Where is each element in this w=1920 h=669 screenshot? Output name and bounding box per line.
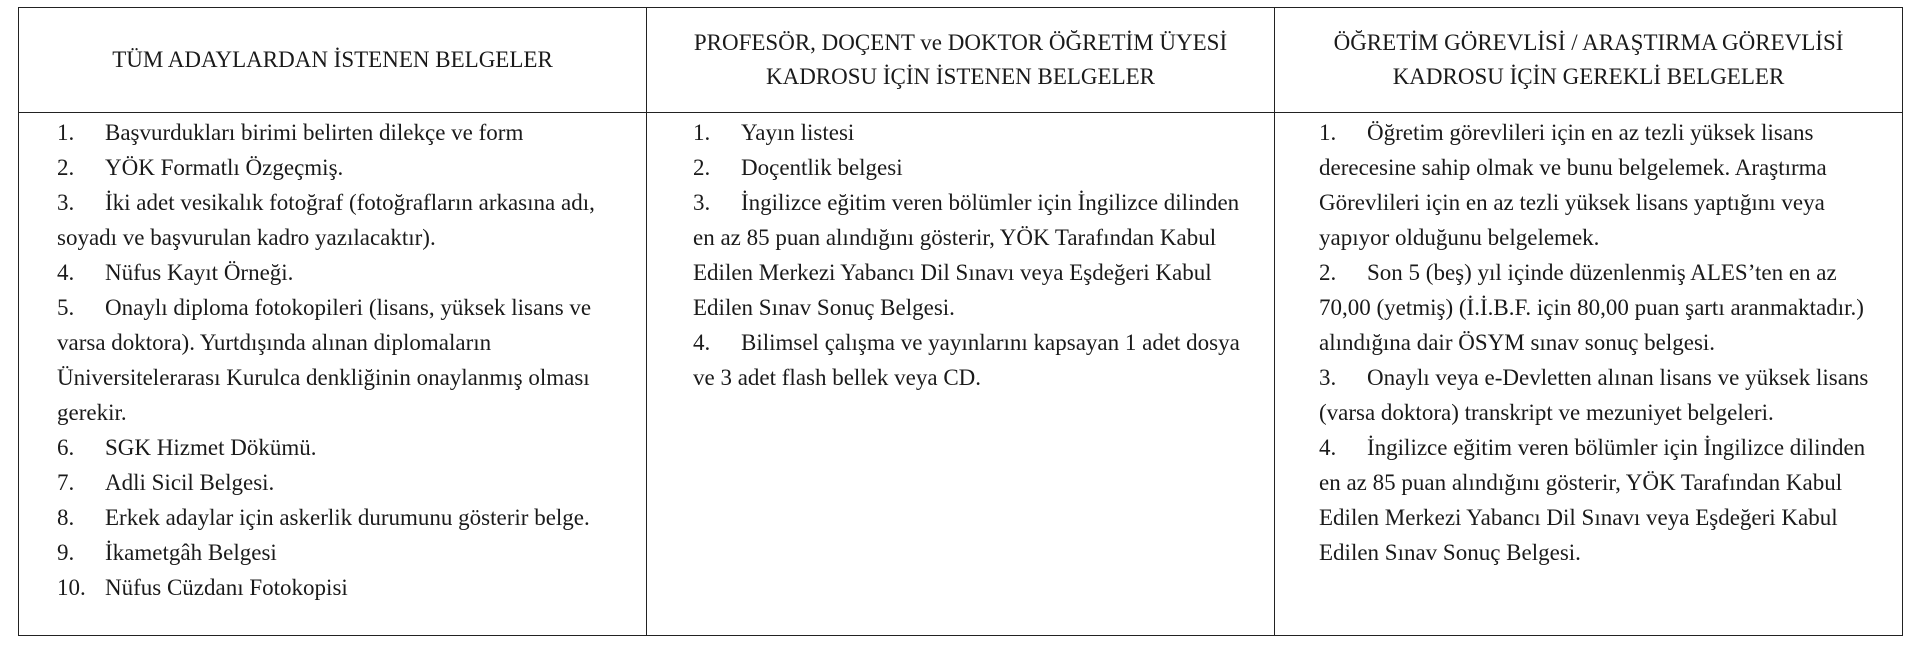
- professor-list: [693, 115, 1252, 395]
- list-item: [57, 570, 624, 605]
- item-number: 2.: [57, 155, 75, 180]
- list-item: [57, 430, 624, 465]
- header-lecturer-research: ÖĞRETİM GÖREVLİSİ / ARAŞTIRMA GÖREVLİSİ KADROSU İÇİN GEREKLİ BELGELER: [1275, 8, 1903, 113]
- item-number: 5.: [57, 295, 75, 320]
- item-text: Başvurdukları birimi belirten dilekçe ve form: [105, 120, 524, 145]
- item-text: SGK Hizmet Dökümü.: [105, 435, 317, 460]
- requirements-table: [18, 7, 1903, 636]
- list-item: [57, 115, 624, 150]
- list-item: [693, 185, 1252, 325]
- cell-all-candidates: [19, 113, 647, 636]
- item-number: 3.: [1319, 365, 1337, 390]
- list-item: [57, 535, 624, 570]
- item-number: 3.: [57, 190, 75, 215]
- item-text: Öğretim görevlileri için en az tezli yüksek lisans derecesine sahip olmak ve bunu belgelemek. Araştırma Görevlileri için en az tezli yüksek lisans yaptığını veya yapıyor olduğunu belgelemek.: [1319, 120, 1827, 250]
- list-item: [1319, 255, 1880, 360]
- item-text: İngilizce eğitim veren bölümler için İngilizce dilinden en az 85 puan alındığını gösterir, YÖK Tarafından Kabul Edilen Merkezi Yabancı Dil Sınavı veya Eşdeğeri Kabul Edilen Sınav Sonuç Belgesi.: [693, 190, 1240, 320]
- item-text: İki adet vesikalık fotoğraf (fotoğrafların arkasına adı, soyadı ve başvurulan kadro yazılacaktır).: [57, 190, 595, 250]
- list-item: [1319, 360, 1880, 430]
- cell-professor-docent: [647, 113, 1275, 636]
- item-number: 4.: [693, 330, 711, 355]
- list-item: [57, 255, 624, 290]
- item-text: YÖK Formatlı Özgeçmiş.: [105, 155, 344, 180]
- item-text: Son 5 (beş) yıl içinde düzenlenmiş ALES’ten en az 70,00 (yetmiş) (İ.İ.B.F. için 80,00 puan şartı aranmaktadır.) alındığına dair ÖSYM sınav sonuç belgesi.: [1319, 260, 1864, 355]
- item-number: 2.: [693, 155, 711, 180]
- item-number: 4.: [57, 260, 75, 285]
- item-text: Erkek adaylar için askerlik durumunu gösterir belge.: [105, 505, 590, 530]
- list-item: [693, 150, 1252, 185]
- list-item: [57, 185, 624, 255]
- header-all-candidates: TÜM ADAYLARDAN İSTENEN BELGELER: [19, 8, 647, 113]
- item-text: Yayın listesi: [741, 120, 855, 145]
- item-text: Nüfus Cüzdanı Fotokopisi: [105, 575, 348, 600]
- item-text: Onaylı veya e-Devletten alınan lisans ve yüksek lisans (varsa doktora) transkript ve mezuniyet belgeleri.: [1319, 365, 1869, 425]
- item-text: Adli Sicil Belgesi.: [105, 470, 275, 495]
- item-text: Onaylı diploma fotokopileri (lisans, yüksek lisans ve varsa doktora). Yurtdışında alınan diplomaların Üniversitelerarası Kurulca denkliğinin onaylanmış olması gerekir.: [57, 295, 592, 425]
- item-number: 1.: [693, 120, 711, 145]
- item-text: Doçentlik belgesi: [741, 155, 903, 180]
- list-item: [1319, 115, 1880, 255]
- all-candidates-list: [57, 115, 624, 605]
- item-number: 8.: [57, 505, 75, 530]
- item-number: 3.: [693, 190, 711, 215]
- lecturer-list: [1319, 115, 1880, 570]
- item-number: 1.: [57, 120, 75, 145]
- header-row: [19, 8, 1903, 113]
- item-number: 9.: [57, 540, 75, 565]
- item-number: 10.: [57, 575, 86, 600]
- list-item: [57, 290, 624, 430]
- list-item: [57, 150, 624, 185]
- list-item: [1319, 430, 1880, 570]
- item-text: Nüfus Kayıt Örneği.: [105, 260, 294, 285]
- list-item: [57, 465, 624, 500]
- item-text: Bilimsel çalışma ve yayınlarını kapsayan 1 adet dosya ve 3 adet flash bellek veya CD.: [693, 330, 1240, 390]
- item-number: 4.: [1319, 435, 1337, 460]
- item-number: 2.: [1319, 260, 1337, 285]
- header-professor-docent: PROFESÖR, DOÇENT ve DOKTOR ÖĞRETİM ÜYESİ KADROSU İÇİN İSTENEN BELGELER: [647, 8, 1275, 113]
- item-number: 6.: [57, 435, 75, 460]
- cell-lecturer-research: [1275, 113, 1903, 636]
- item-text: İngilizce eğitim veren bölümler için İngilizce dilinden en az 85 puan alındığını gösterir, YÖK Tarafından Kabul Edilen Merkezi Yabancı Dil Sınavı veya Eşdeğeri Kabul Edilen Sınav Sonuç Belgesi.: [1319, 435, 1866, 565]
- item-number: 1.: [1319, 120, 1337, 145]
- list-item: [693, 325, 1252, 395]
- item-text: İkametgâh Belgesi: [105, 540, 277, 565]
- item-number: 7.: [57, 470, 75, 495]
- list-item: [693, 115, 1252, 150]
- content-row: [19, 113, 1903, 636]
- list-item: [57, 500, 624, 535]
